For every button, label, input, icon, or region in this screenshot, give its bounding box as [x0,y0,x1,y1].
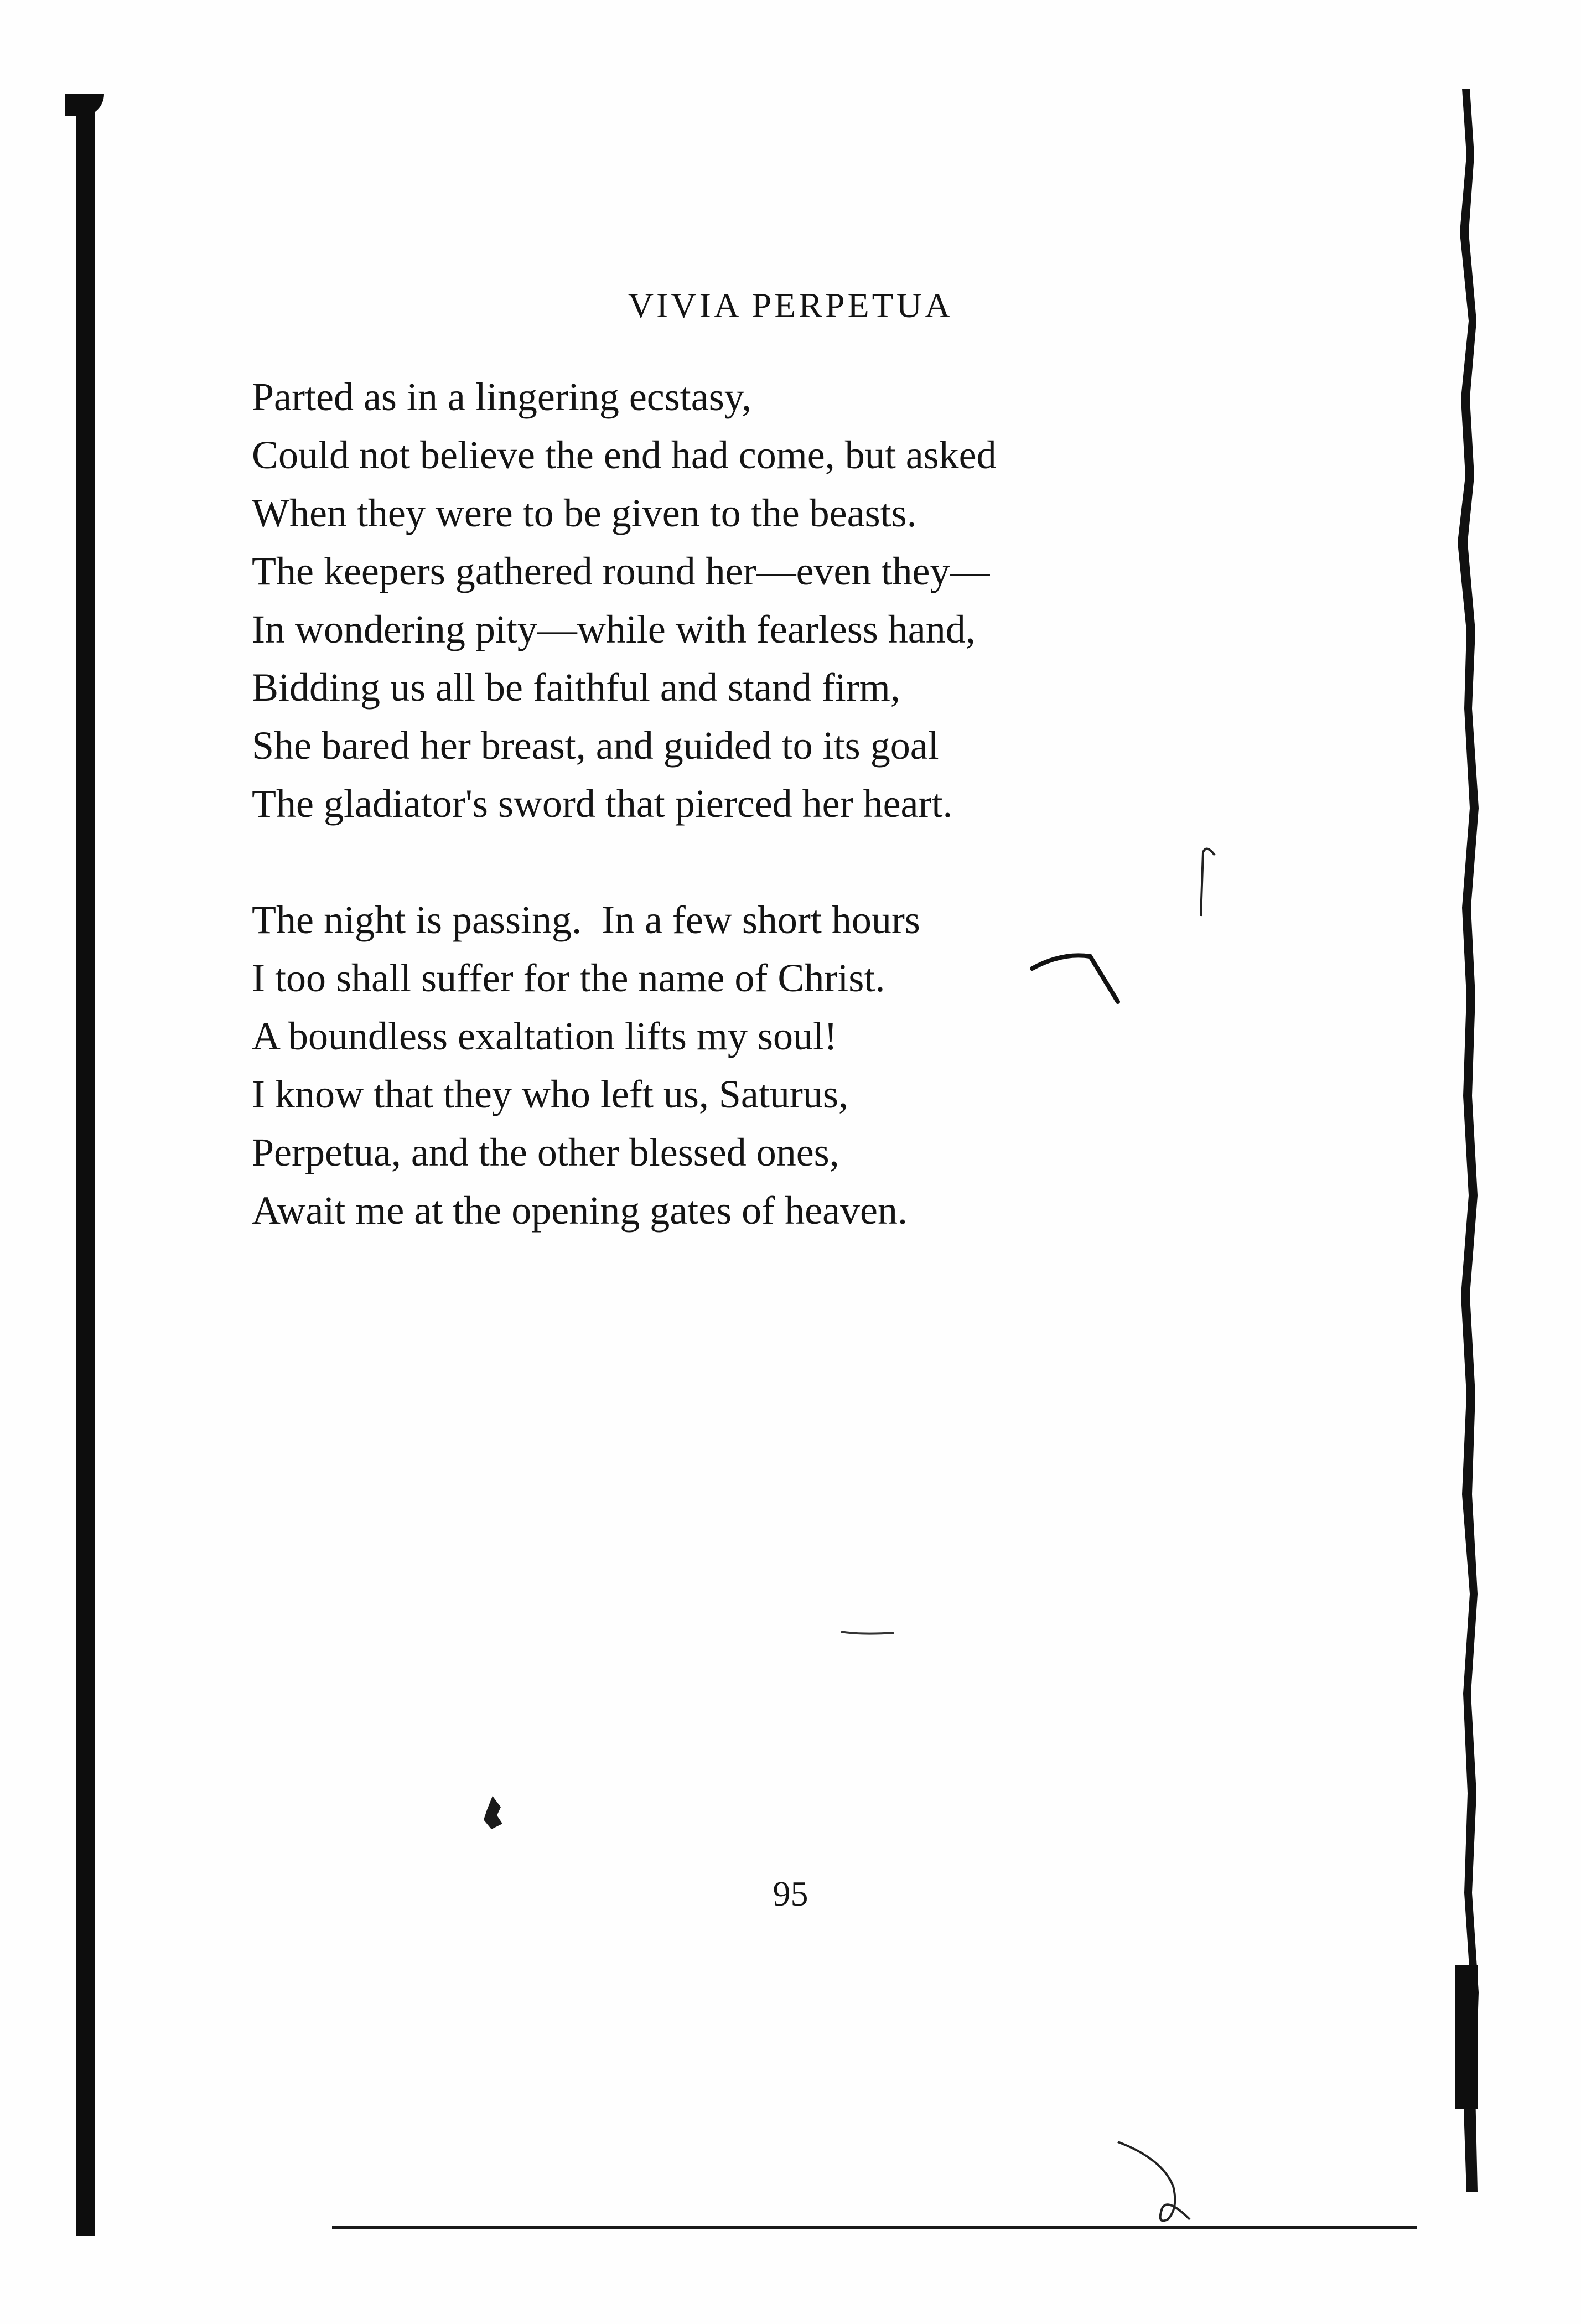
poem-body [252,368,1137,1240]
verse-line: The gladiator's sword that pierced her heart. [252,781,953,826]
stanza-1 [252,368,1137,833]
pencil-squiggle [1112,2136,1195,2225]
verse-line: When they were to be given to the beasts. [252,491,917,535]
verse-line: She bared her breast, and guided to its goal [252,723,939,768]
verse-line: Parted as in a lingering ecstasy, [252,375,752,419]
pencil-mark [1190,841,1223,919]
ink-blot [476,1793,509,1832]
verse-line: The keepers gathered round her—even they— [252,549,990,593]
binding-shadow [76,97,95,2236]
page-number: 95 [773,1874,808,1913]
pencil-dash [838,1627,899,1638]
stanza-2 [252,891,1137,1240]
verse-line: I too shall suffer for the name of Christ. [252,956,885,1000]
verse-line: The night is passing. In a few short hours [252,898,920,942]
verse-line: A boundless exaltation lifts my soul! [252,1014,837,1058]
verse-line: Await me at the opening gates of heaven. [252,1188,908,1233]
verse-line: Could not believe the end had come, but asked [252,433,997,477]
verse-line: Perpetua, and the other blessed ones, [252,1130,839,1174]
running-head: VIVIA PERPETUA [628,286,953,325]
verse-line: In wondering pity—while with fearless hand, [252,607,976,651]
bottom-scan-rule [332,2226,1417,2229]
verse-line: Bidding us all be faithful and stand firm, [252,665,900,710]
verse-line: I know that they who left us, Saturus, [252,1072,848,1116]
